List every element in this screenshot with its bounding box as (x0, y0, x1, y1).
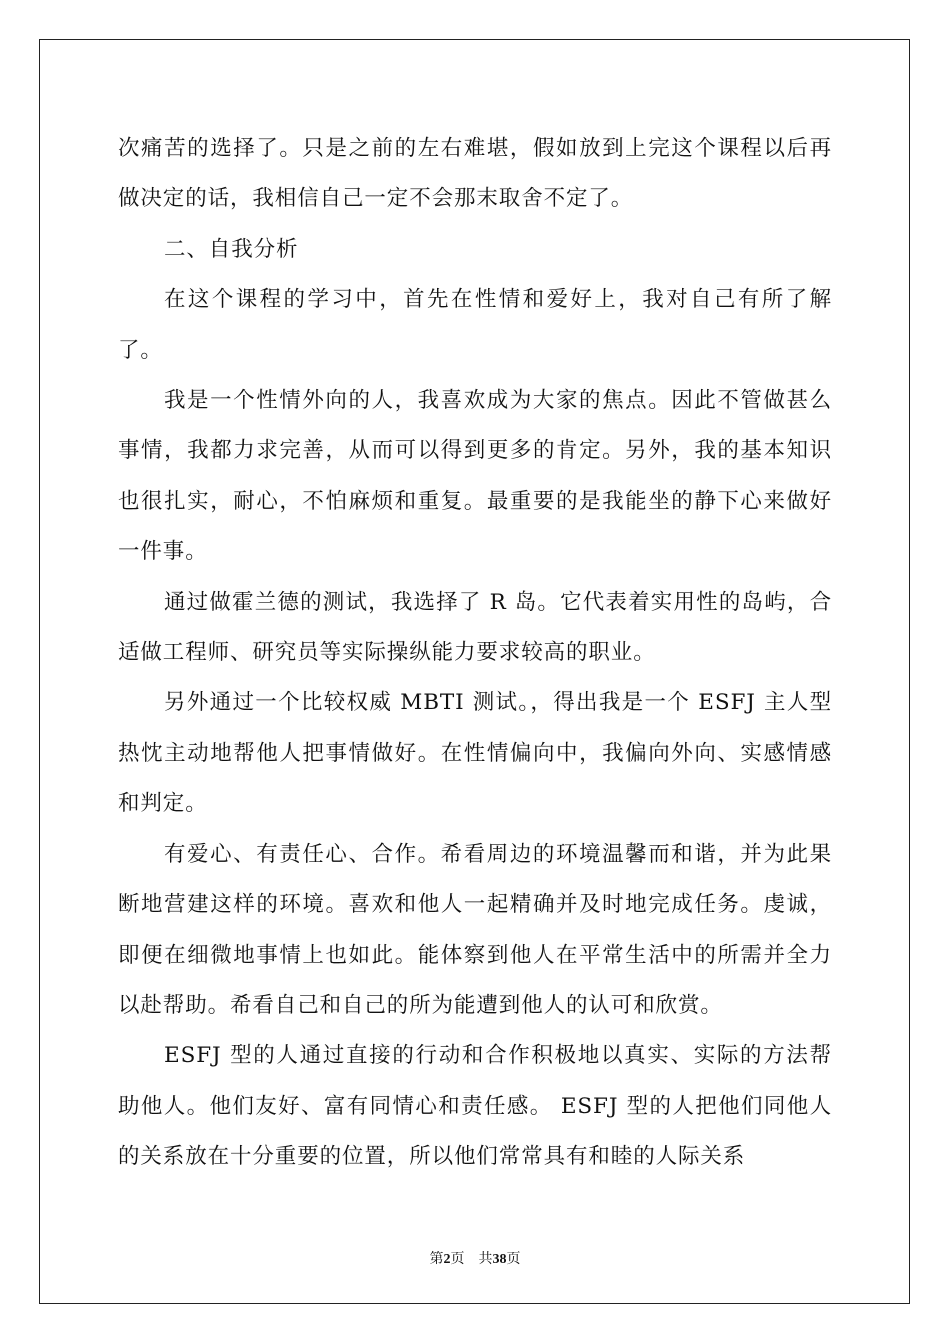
paragraph: ESFJ 型的人通过直接的行动和合作积极地以真实、实际的方法帮助他人。他们友好、富有同情心和责任感。 ESFJ 型的人把他们同他人的关系放在十分重要的位置，所以他们常常具有和睦的人际关系 (118, 1043, 832, 1170)
paragraph: 我是一个性情外向的人，我喜欢成为大家的焦点。因此不管做甚么事情，我都力求完善，从而可以得到更多的肯定。另外，我的基本知识也很扎实，耐心，不怕麻烦和重复。最重要的是我能坐的静下心来做好一件事。 (118, 388, 832, 565)
paragraph: 另外通过一个比较权威 MBTI 测试。，得出我是一个 ESFJ 主人型热忱主动地帮他人把事情做好。在性情偏向中，我偏向外向、实感情感和判定。 (118, 690, 832, 817)
paragraph: 通过做霍兰德的测试，我选择了 R 岛。它代表着实用性的岛屿，合适做工程师、研究员等实际操纵能力要求较高的职业。 (118, 589, 832, 666)
page-footer (0, 1248, 950, 1268)
total-prefix: 共 (478, 1252, 493, 1267)
page-number: 2 (443, 1252, 451, 1267)
section-heading: 二、自我分析 (164, 236, 299, 262)
total-suffix: 页 (506, 1252, 521, 1267)
paragraph: 次痛苦的选择了。只是之前的左右难堪，假如放到上完这个课程以后再做决定的话，我相信自己一定不会那末取舍不定了。 (118, 136, 832, 212)
paragraph: 在这个课程的学习中，首先在性情和爱好上，我对自己有所了解了。 (118, 287, 832, 363)
paragraph: 有爱心、有责任心、合作。希看周边的环境温馨而和谐，并为此果断地营建这样的环境。喜欢和他人一起精确并及时地完成任务。虔诚，即便在细微地事情上也如此。能体察到他人在平常生活中的所需并全力以赴帮助。希看自己和自己的所为能遭到他人的认可和欣赏。 (118, 841, 832, 1018)
document-body (118, 124, 832, 1183)
total-pages: 38 (492, 1252, 507, 1267)
page-prefix: 第 (429, 1252, 444, 1267)
page-suffix: 页 (450, 1252, 465, 1267)
